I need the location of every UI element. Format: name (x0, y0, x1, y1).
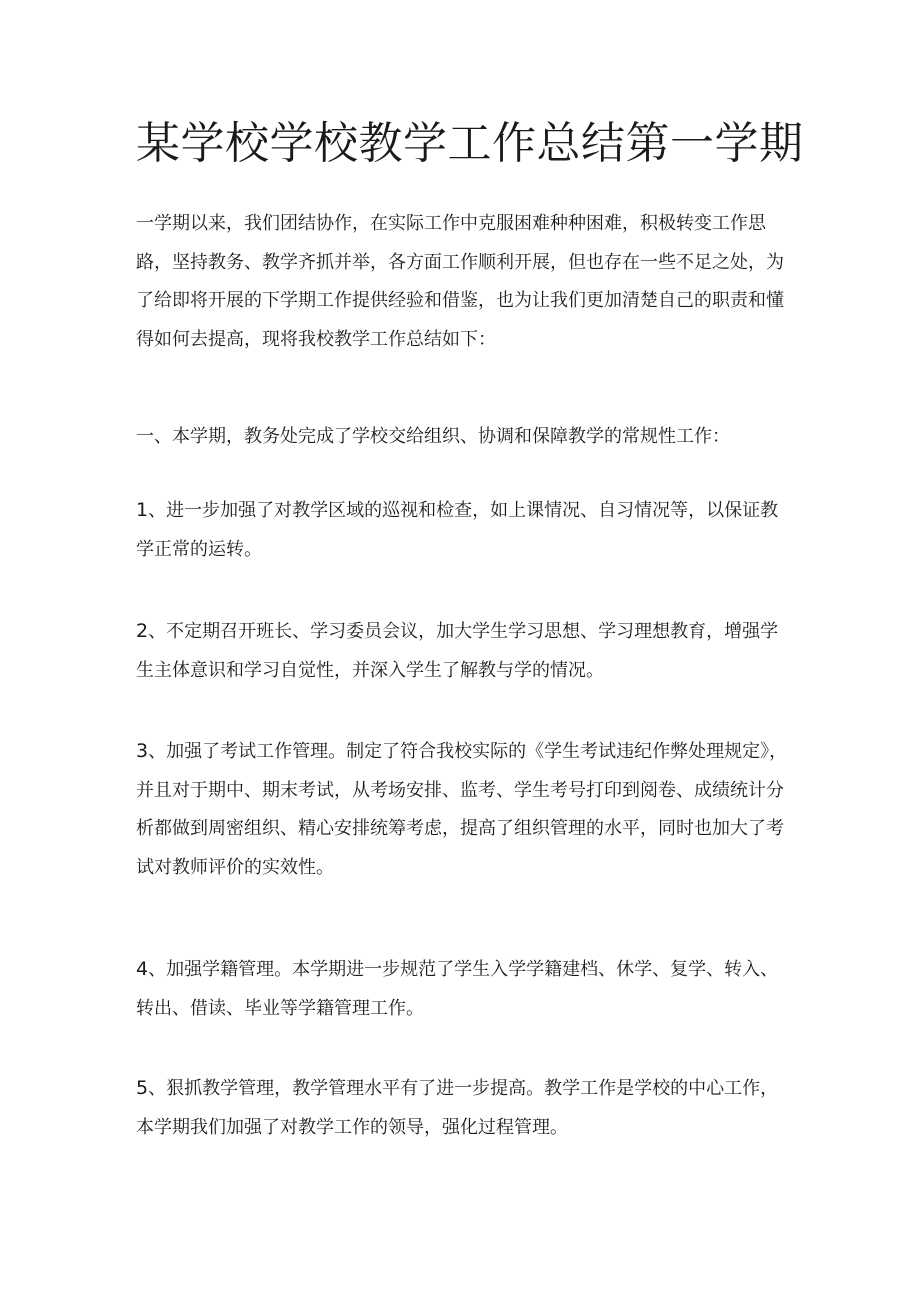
list-item-1 (136, 491, 796, 569)
item-number: 5 (136, 1077, 149, 1099)
list-item-5 (136, 1069, 796, 1147)
item-number: 2 (136, 620, 149, 642)
item-number: 1 (136, 499, 149, 521)
item-text: 、加强了考试工作管理。制定了符合我校实际的《学生考试违纪作弊处理规定》，并且对于期中、期末考试，从考场安排、监考、学生考号打印到阅卷、成绩统计分析都做到周密组织、精心安排统筹考虑，提高了组织管理的水平，同时也加大了考试对教师评价的实效性。 (136, 741, 788, 878)
item-number: 3 (136, 740, 149, 762)
item-text: 、加强学籍管理。本学期进一步规范了学生入学学籍建档、休学、复学、转入、转出、借读、毕业等学籍管理工作。 (136, 959, 779, 1019)
list-item-2 (136, 612, 796, 690)
document-title: 某学校学校教学工作总结第一学期 (136, 118, 804, 169)
item-text: 、不定期召开班长、学习委员会议，加大学生学习思想、学习理想教育，增强学生主体意识和学习自觉性，并深入学生了解教与学的情况。 (136, 621, 779, 681)
section-heading: 一、本学期，教务处完成了学校交给组织、协调和保障教学的常规性工作： (136, 426, 730, 447)
intro-paragraph: 一学期以来，我们团结协作，在实际工作中克服困难种种困难，积极转变工作思路，坚持教务、教学齐抓并举，各方面工作顺利开展，但也存在一些不足之处，为了给即将开展的下学期工作提供经验和借鉴，也为让我们更加清楚自己的职责和懂得如何去提高，现将我校教学工作总结如下： (136, 213, 784, 350)
list-item-3 (136, 732, 796, 887)
item-number: 4 (136, 958, 149, 980)
item-text: 、进一步加强了对教学区域的巡视和检查，如上课情况、自习情况等，以保证教学正常的运转。 (136, 500, 779, 560)
item-text: 、狠抓教学管理，教学管理水平有了进一步提高。教学工作是学校的中心工作，本学期我们加强了对教学工作的领导，强化过程管理。 (136, 1078, 779, 1138)
list-item-4 (136, 950, 796, 1028)
